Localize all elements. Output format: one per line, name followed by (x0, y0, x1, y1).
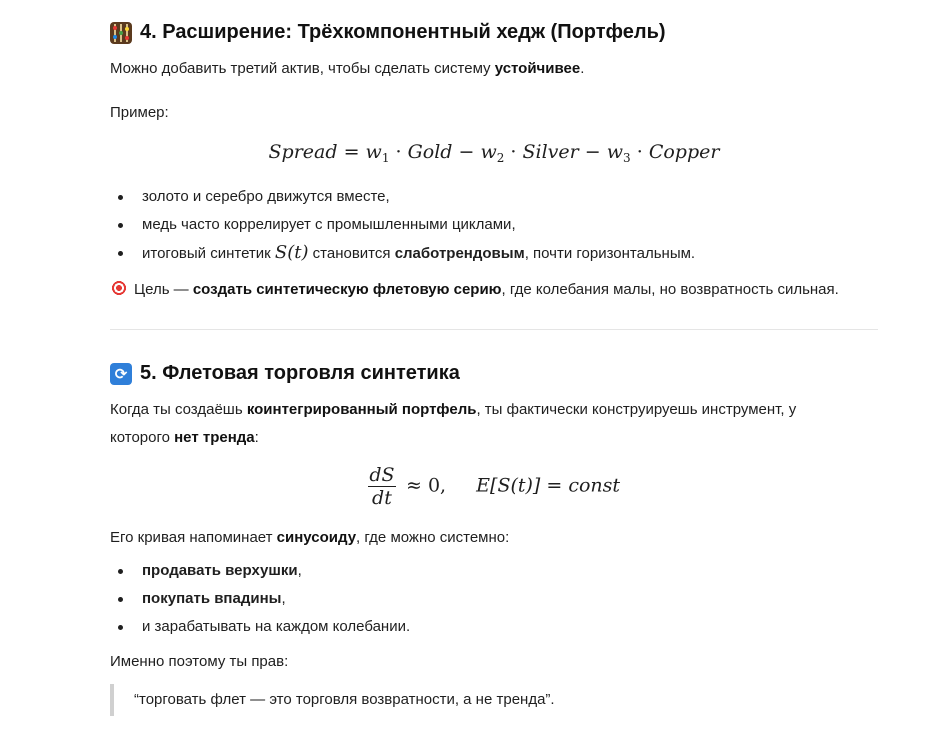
abacus-icon (110, 22, 132, 44)
formula-approx: ≈ 0, (405, 474, 447, 497)
minus-op: − (458, 141, 475, 163)
spread-formula (110, 141, 878, 165)
fraction-ds-dt (368, 464, 396, 509)
list-item (110, 585, 410, 613)
list-item (110, 557, 410, 585)
section-divider (110, 329, 878, 330)
list-item: медь часто коррелирует с промышленными циклами, (110, 211, 695, 239)
frac-num: dS (369, 464, 395, 486)
para2-bold: синусоиду (276, 529, 357, 546)
formula-copper: Copper (648, 141, 720, 163)
bullet1-bold: продавать верхушки (142, 562, 298, 579)
formula-expectation: E[S(t)] = const (476, 474, 621, 497)
section-5-intro (110, 396, 878, 452)
target-icon (110, 279, 128, 297)
blockquote: “торговать флет — это торговля возвратности, а не тренда”. (110, 684, 555, 716)
formula-w3-sub: 3 (623, 151, 631, 165)
formula-gold: Gold (407, 141, 453, 163)
section-4-heading (110, 21, 666, 44)
formula-silver: Silver (522, 141, 579, 163)
formula-w2: w (480, 141, 497, 163)
bullet1-end: , (297, 562, 302, 579)
dot-op: · (395, 141, 402, 163)
para2-a: Его кривая напоминает (110, 529, 277, 546)
dot-op: · (510, 141, 517, 163)
section-4-title: 4. Расширение: Трёхкомпонентный хедж (Портфель) (140, 21, 666, 43)
section-5-para2 (110, 524, 509, 552)
section-5-bullets (110, 557, 410, 641)
formula-w1-sub: 1 (381, 151, 390, 165)
para1-a: Когда ты создаёшь (110, 401, 247, 418)
goal-prefix: Цель — (134, 281, 193, 298)
inline-math-st: S(t) (274, 242, 309, 263)
list-item (110, 239, 695, 267)
section-4-bullets (110, 183, 695, 267)
bullet2-bold: покупать впадины (142, 590, 282, 607)
para2-b: , где можно системно: (356, 529, 510, 546)
formula-w1: w (365, 141, 382, 163)
goal-bold: создать синтетическую флетовую серию (192, 281, 502, 298)
bullet3-prefix: итоговый синтетик (142, 245, 275, 262)
para1-d: : (254, 429, 259, 446)
formula-w3: w (606, 141, 624, 163)
para1-bold: коинтегрированный портфель (246, 401, 477, 418)
bullet3-end: , почти горизонтальным. (524, 245, 696, 262)
intro-end: . (580, 60, 585, 77)
bullet3-bold: слаботрендовым (394, 245, 525, 262)
section-4-intro (110, 55, 584, 83)
intro-text: Можно добавить третий актив, чтобы сделать систему (110, 60, 495, 77)
para1-c: которого (110, 429, 175, 446)
section-5-title: 5. Флетовая торговля синтетика (140, 362, 460, 384)
formula-eq: = (343, 141, 360, 163)
frac-den: dt (372, 487, 392, 509)
formula-spread: Spread (268, 141, 338, 163)
intro-bold: устойчивее (494, 60, 581, 77)
bullet3-mid: становится (308, 245, 395, 262)
para1-b: , ты фактически конструируешь инструмент, у (476, 401, 797, 418)
derivative-formula (110, 464, 878, 509)
goal-line (110, 276, 839, 304)
para1-bold2: нет тренда (174, 429, 255, 446)
bullet2-end: , (281, 590, 286, 607)
dot-op: · (636, 141, 643, 163)
formula-w2-sub: 2 (496, 151, 505, 165)
example-label: Пример: (110, 104, 169, 121)
section-5-para3: Именно поэтому ты прав: (110, 653, 289, 670)
list-item: и зарабатывать на каждом колебании. (110, 613, 410, 641)
repeat-icon: ⟳ (110, 363, 132, 385)
list-item: золото и серебро движутся вместе, (110, 183, 695, 211)
minus-op: − (584, 141, 601, 163)
goal-end: , где колебания малы, но возвратность сильная. (501, 281, 839, 298)
section-5-heading (110, 362, 460, 385)
